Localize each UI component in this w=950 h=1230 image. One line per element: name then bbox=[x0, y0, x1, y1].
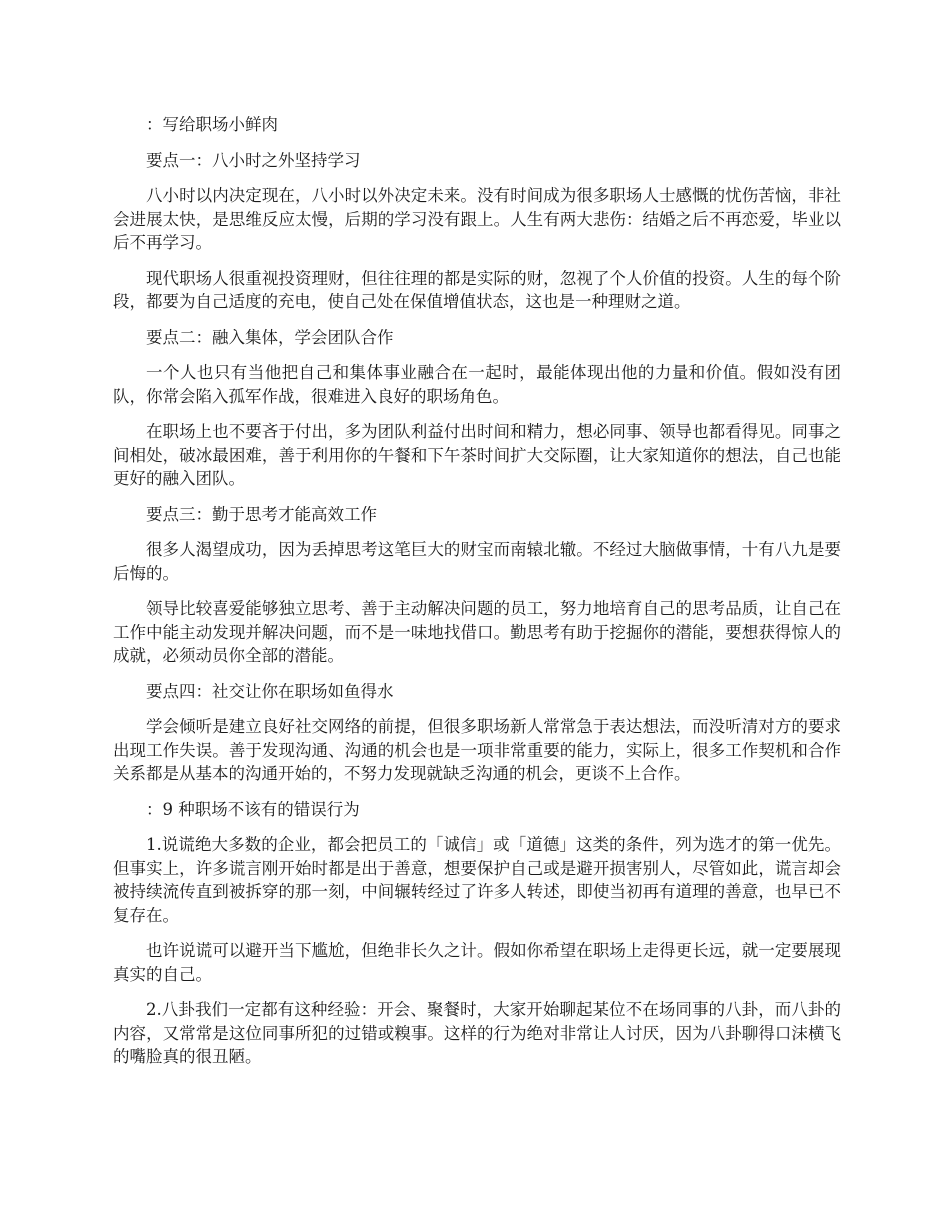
section-heading-point-3: 要点三：勤于思考才能高效工作 bbox=[146, 504, 377, 524]
paragraph: 领导比较喜爱能够独立思考、善于主动解决问题的员工，努力地培育自己的思考品质，让自己在工作中能主动发现并解决问题，而不是一味地找借口。勤思考有助于挖掘你的潜能，要想获得惊人的成就，必须动员你全部的潜能。 bbox=[113, 599, 841, 665]
paragraph: 八小时以内决定现在，八小时以外决定未来。没有时间成为很多职场人士感慨的忧伤苦恼，非社会进展太快，是思维反应太慢，后期的学习没有跟上。人生有两大悲伤：结婚之后不再恋爱，毕业以后不再学习。 bbox=[113, 186, 841, 252]
paragraph: 学会倾听是建立良好社交网络的前提，但很多职场新人常常急于表达想法，而没听清对方的要求出现工作失误。善于发现沟通、沟通的机会也是一项非常重要的能力，实际上，很多工作契机和合作关系都是从基本的沟通开始的，不努力发现就缺乏沟通的机会，更谈不上合作。 bbox=[113, 717, 841, 783]
section-heading-point-4: 要点四：社交让你在职场如鱼得水 bbox=[146, 681, 394, 701]
paragraph: 1.说谎绝大多数的企业，都会把员工的「诚信」或「道德」这类的条件，列为选才的第一优先。但事实上，许多谎言刚开始时都是出于善意，想要保护自己或是避开损害别人，尽管如此，谎言却会被持续流传直到被拆穿的那一刻，中间辗转经过了许多人转述，即使当初再有道理的善意，也早已不复存在。 bbox=[113, 835, 841, 925]
paragraph: 2.八卦我们一定都有这种经验：开会、聚餐时，大家开始聊起某位不在场同事的八卦，而八卦的内容，又常常是这位同事所犯的过错或糗事。这样的行为绝对非常让人讨厌，因为八卦聊得口沫横飞的嘴脸真的很丑陋。 bbox=[113, 1000, 841, 1066]
paragraph: 很多人渴望成功，因为丢掉思考这笔巨大的财宝而南辕北辙。不经过大脑做事情，十有八九是要后悔的。 bbox=[113, 540, 841, 583]
section-heading-mistakes: ：9 种职场不该有的错误行为 bbox=[146, 799, 360, 819]
document-page bbox=[113, 113, 841, 1081]
paragraph: 在职场上也不要吝于付出，多为团队利益付出时间和精力，想必同事、领导也都看得见。同事之间相处，破冰最困难，善于利用你的午餐和下午茶时间扩大交际圈，让大家知道你的想法，自己也能更好的融入团队。 bbox=[113, 422, 841, 488]
section-heading-point-1: 要点一：八小时之外坚持学习 bbox=[146, 150, 361, 170]
paragraph: 也许说谎可以避开当下尴尬，但绝非长久之计。假如你希望在职场上走得更长远，就一定要展现真实的自己。 bbox=[113, 941, 841, 984]
section-heading-intro: ：写给职场小鲜肉 bbox=[146, 115, 278, 134]
paragraph: 一个人也只有当他把自己和集体事业融合在一起时，最能体现出他的力量和价值。假如没有团队，你常会陷入孤军作战，很难进入良好的职场角色。 bbox=[113, 363, 841, 406]
section-heading-point-2: 要点二：融入集体，学会团队合作 bbox=[146, 327, 394, 347]
paragraph: 现代职场人很重视投资理财，但往往理的都是实际的财，忽视了个人价值的投资。人生的每个阶段，都要为自己适度的充电，使自己处在保值增值状态，这也是一种理财之道。 bbox=[113, 268, 841, 311]
